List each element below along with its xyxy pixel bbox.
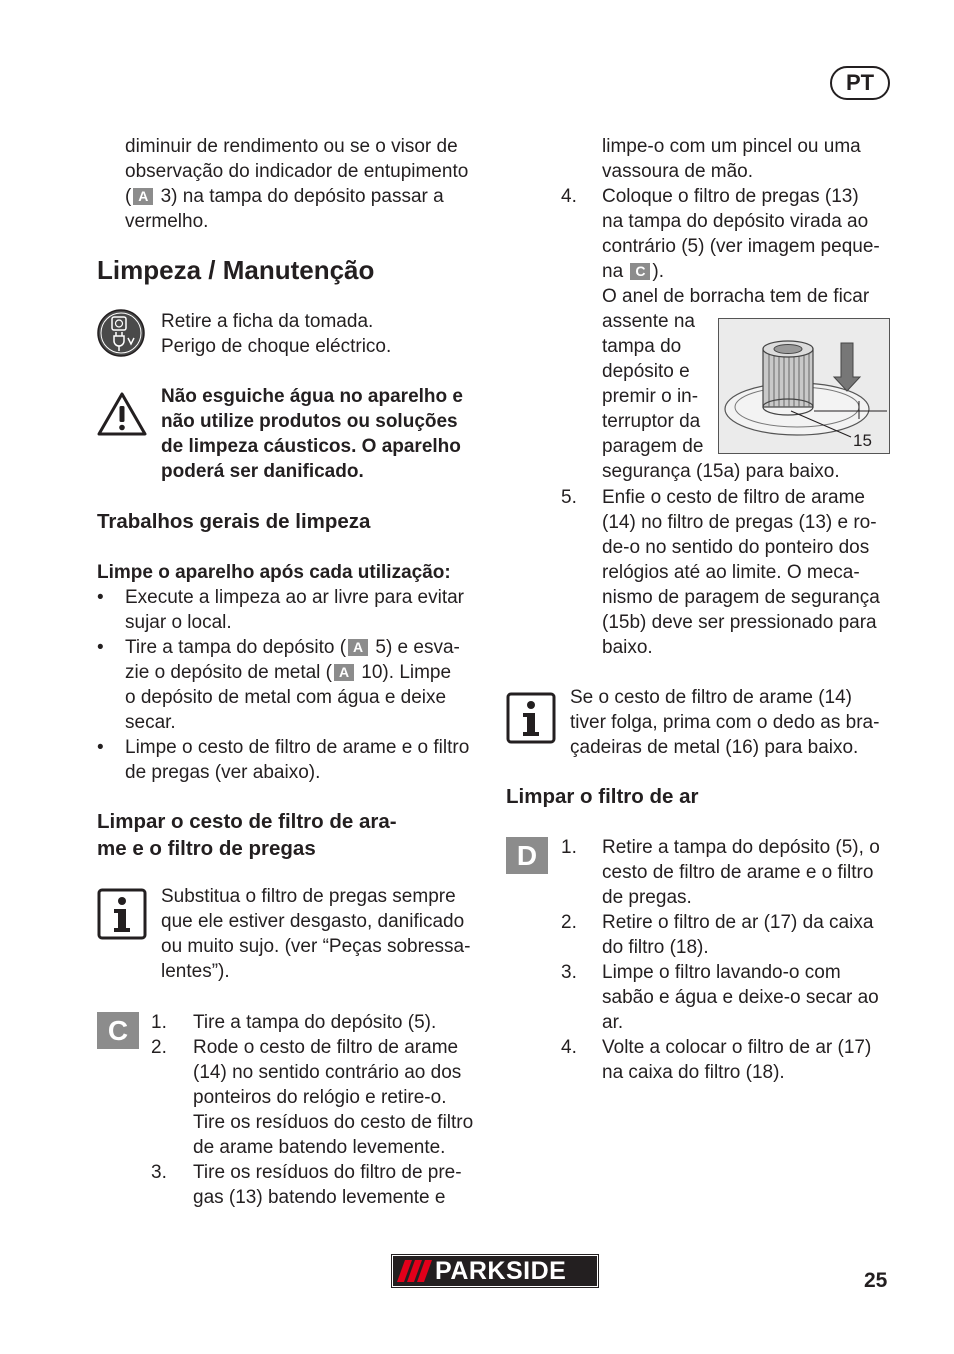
step-line: vassoura de mão. (602, 161, 754, 182)
note-line: çadeiras de metal (16) para baixo. (570, 737, 859, 758)
step-line: sabão e água e deixe-o secar ao (602, 987, 879, 1008)
plug-note (161, 309, 491, 359)
step-line: cesto de filtro de arame e o filtro (602, 862, 874, 883)
step-line: ar. (602, 1012, 624, 1033)
list-line: sujar o local. (125, 612, 232, 633)
step-line: terruptor da (602, 411, 701, 432)
list-line: de pregas (ver abaixo). (125, 762, 321, 783)
step-line: Retire o filtro de ar (17) da caixa (602, 912, 874, 933)
warning-icon (96, 390, 148, 438)
step-line: na caixa do filtro (18). (602, 1062, 785, 1083)
step-line: na C ). (602, 261, 665, 282)
step-line: relógios até ao limite. O meca- (602, 562, 860, 583)
note-line: tiver folga, prima com o dedo as bra- (570, 712, 880, 733)
step-line: na tampa do depósito virada ao (602, 211, 869, 232)
language-badge: PT (830, 66, 890, 100)
note-line: de limpeza cáusticos. O aparelho (161, 436, 461, 457)
step-line: depósito e (602, 361, 690, 382)
step-line: assente na (602, 311, 695, 332)
step-line: (14) no sentido contrário ao dos (193, 1062, 462, 1083)
step-line: de arame batendo levemente. (193, 1137, 446, 1158)
note-line: ou muito sujo. (ver “Peças sobressa- (161, 936, 471, 957)
step-line: Rode o cesto de filtro de arame (193, 1037, 459, 1058)
step-number: 3. (151, 1162, 167, 1183)
step-line: nismo de paragem de segurança (602, 587, 880, 608)
step-line: Volte a colocar o filtro de ar (17) (602, 1037, 872, 1058)
step-number: 1. (561, 837, 577, 858)
list-line: secar. (125, 712, 176, 733)
step-number: 1. (151, 1012, 167, 1033)
bullet-list (97, 585, 487, 785)
step-line: limpe-o com um pincel ou uma (602, 136, 861, 157)
list-item (561, 1035, 896, 1085)
title-line: me e o filtro de pregas (97, 837, 316, 860)
intro-paragraph (125, 134, 495, 234)
list-line: Tire a tampa do depósito ( A 5) e esva- (125, 637, 460, 658)
bullet-icon: • (97, 587, 104, 608)
list-item (561, 960, 896, 1035)
figure-c-marker: C (97, 1012, 139, 1049)
page-number: 25 (864, 1269, 888, 1292)
brand-name: PARKSIDE (435, 1257, 567, 1285)
note-line: Substitua o filtro de pregas sempre (161, 886, 456, 907)
step-line: Enfie o cesto de filtro de arame (602, 487, 865, 508)
bullet-icon: • (97, 737, 104, 758)
note-line: não utilize produtos ou soluções (161, 411, 458, 432)
step-number: 4. (561, 1037, 577, 1058)
basket-cleaning-title (97, 808, 477, 862)
note-line: Não esguiche água no aparelho e (161, 386, 463, 407)
step-line: do filtro (18). (602, 937, 709, 958)
step-number: 2. (151, 1037, 167, 1058)
step-line: ponteiros do relógio e retire-o. (193, 1087, 447, 1108)
step-line: (14) no filtro de pregas (13) e ro- (602, 512, 877, 533)
warning-note (161, 384, 491, 484)
info-icon (97, 888, 147, 940)
info-icon (506, 692, 556, 744)
title-line: Limpar o cesto de filtro de ara- (97, 810, 397, 833)
step-number: 4. (561, 186, 577, 207)
note-line: que ele estiver desgasto, danificado (161, 911, 465, 932)
intro-line: observação do indicador de entupimento (125, 161, 469, 182)
step-line: O anel de borracha tem de ficar (602, 286, 870, 307)
figure-callout-label: 15 (853, 431, 872, 450)
list-line: o depósito de metal com água e deixe (125, 687, 447, 708)
list-item (97, 585, 487, 635)
step-line: tampa do (602, 336, 682, 357)
list-item (97, 635, 487, 735)
list-item (561, 910, 896, 960)
parkside-logo (391, 1254, 599, 1288)
figure-d-marker: D (506, 837, 548, 874)
step-line: Tire os resíduos do cesto de filtro (193, 1112, 474, 1133)
list-item (151, 1035, 491, 1160)
step-number: 2. (561, 912, 577, 933)
step-line: Tire a tampa do depósito (5). (193, 1012, 437, 1033)
note-line: Se o cesto de filtro de arame (14) (570, 687, 852, 708)
air-filter-title: Limpar o filtro de ar (506, 785, 699, 808)
step-5-text (602, 485, 902, 660)
step-line: Coloque o filtro de pregas (13) (602, 186, 859, 207)
unplug-icon (97, 308, 145, 358)
step-line: de pregas. (602, 887, 692, 908)
general-cleaning-title: Trabalhos gerais de limpeza (97, 510, 371, 533)
step-line: Retire a tampa do depósito (5), o (602, 837, 880, 858)
continued-text (602, 134, 902, 184)
list-item (561, 835, 896, 910)
step-line: contrário (5) (ver imagem peque- (602, 236, 880, 257)
list-item (97, 735, 487, 785)
step-line: premir o in- (602, 386, 699, 407)
list-line: Execute a limpeza ao ar livre para evitar (125, 587, 464, 608)
intro-line: ( A 3) na tampa do depósito passar a (125, 186, 444, 207)
note-line: Retire a ficha da tomada. (161, 311, 374, 332)
step-number: 3. (561, 962, 577, 983)
step-line: Tire os resíduos do filtro de pre- (193, 1162, 462, 1183)
air-filter-steps (561, 835, 896, 1085)
list-item (151, 1160, 491, 1210)
step-number: 5. (561, 487, 577, 508)
info-note-basket (570, 685, 900, 760)
info-note-filter (161, 884, 491, 984)
filter-illustration (718, 318, 890, 454)
section-title: Limpeza / Manutenção (97, 255, 375, 285)
note-line: poderá ser danificado. (161, 461, 364, 482)
steps-list (151, 1010, 491, 1210)
figure-ref-a: A (334, 664, 354, 681)
figure-ref-c: C (630, 263, 650, 280)
intro-line: vermelho. (125, 211, 209, 232)
step-line: paragem de (602, 436, 704, 457)
step-line: (15b) deve ser pressionado para (602, 612, 877, 633)
figure-ref-a: A (348, 639, 368, 656)
bullet-icon: • (97, 637, 104, 658)
figure-ref-a: A (133, 188, 153, 205)
after-use-heading: Limpe o aparelho após cada utilização: (97, 562, 451, 583)
list-line: Limpe o cesto de filtro de arame e o filtro (125, 737, 470, 758)
note-line: lentes”). (161, 961, 230, 982)
step-line: segurança (15a) para baixo. (602, 461, 840, 482)
step-line: gas (13) batendo levemente e (193, 1187, 446, 1208)
step-line: baixo. (602, 637, 653, 658)
step-line: Limpe o filtro lavando-o com (602, 962, 841, 983)
note-line: Perigo de choque eléctrico. (161, 336, 392, 357)
intro-line: diminuir de rendimento ou se o visor de (125, 136, 458, 157)
list-line: zie o depósito de metal ( A 10). Limpe (125, 662, 452, 683)
list-item (151, 1010, 491, 1035)
step-line: de-o no sentido do ponteiro dos (602, 537, 870, 558)
